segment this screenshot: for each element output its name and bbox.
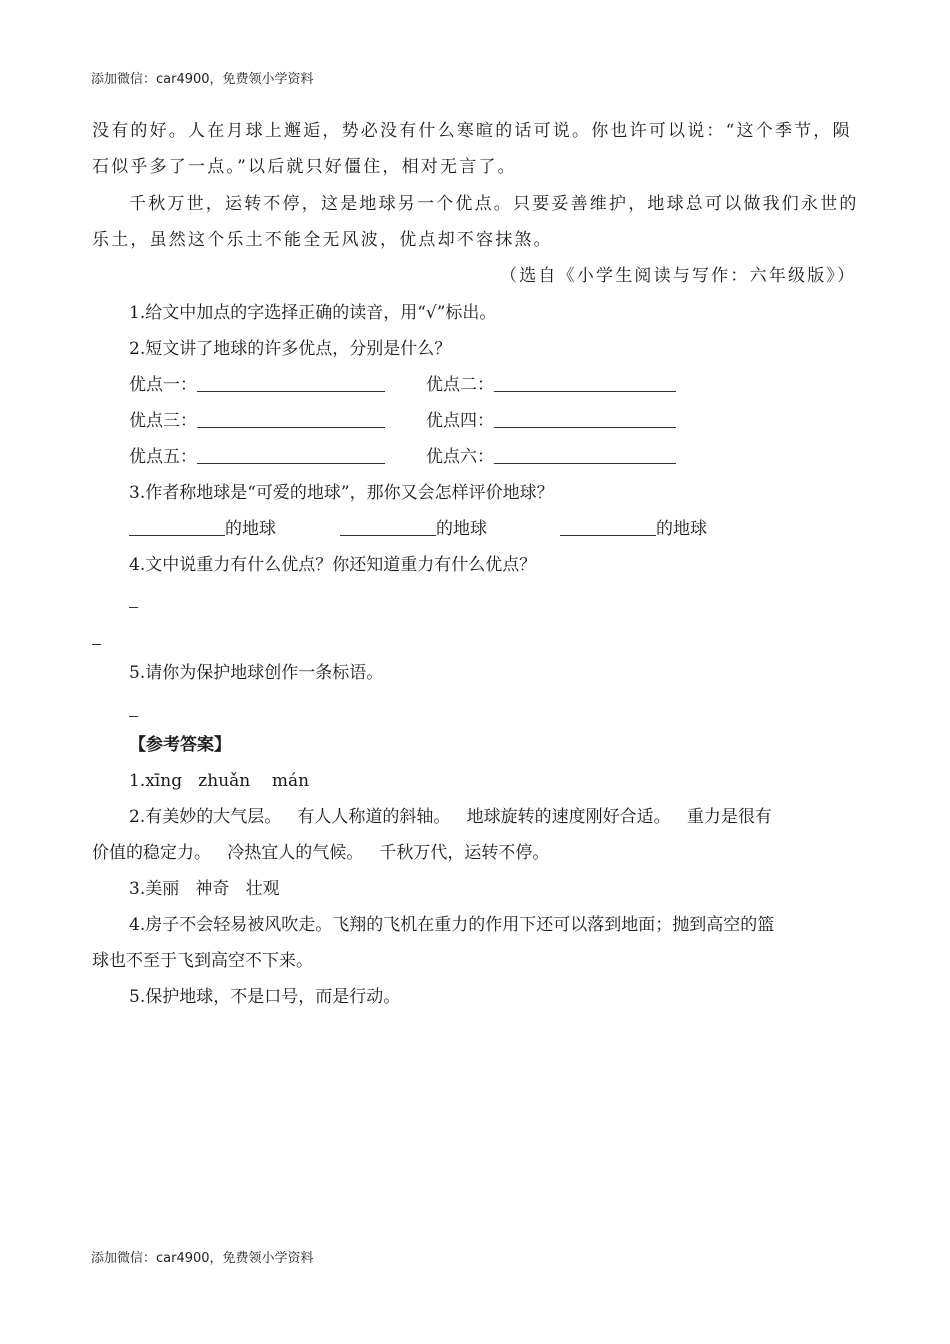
answer-blank[interactable] xyxy=(340,519,436,536)
answer-blank[interactable] xyxy=(197,447,385,464)
earth-suffix: 的地球 xyxy=(436,519,487,539)
passage-line: 千秋万世，运转不停，这是地球另一个优点。只要妥善维护，地球总可以做我们永世的 xyxy=(129,194,859,214)
merit-label: 优点六： xyxy=(426,447,494,467)
answer-1: 1.xīng zhuǎn mán xyxy=(129,771,310,791)
page-footer-watermark: 添加微信：car4900，免费领小学资料 xyxy=(91,1251,314,1266)
answer-blank[interactable] xyxy=(197,411,385,428)
earth-evaluation-item xyxy=(129,518,276,540)
answer-blank[interactable] xyxy=(129,519,225,536)
merit-label: 优点三： xyxy=(129,411,197,431)
passage-line: 乐土，虽然这个乐土不能全无风波，优点却不容抹煞。 xyxy=(92,230,553,250)
merit-label: 优点一： xyxy=(129,375,197,395)
answer-blank[interactable] xyxy=(197,375,385,392)
merit-item xyxy=(129,410,385,432)
answer-line[interactable] xyxy=(129,716,138,717)
answer-2-line: 2.有美妙的大气层。 有人人称道的斜轴。 地球旋转的速度刚好合适。 重力是很有 xyxy=(129,807,772,827)
answer-4-line: 4.房子不会轻易被风吹走。飞翔的飞机在重力的作用下还可以落到地面；抛到高空的篮 xyxy=(129,915,775,935)
earth-suffix: 的地球 xyxy=(656,519,707,539)
question-1: 1.给文中加点的字选择正确的读音，用“√”标出。 xyxy=(129,303,497,323)
earth-suffix: 的地球 xyxy=(225,519,276,539)
merit-label: 优点四： xyxy=(426,411,494,431)
merit-label: 优点二： xyxy=(426,375,494,395)
merit-item xyxy=(426,410,676,432)
merit-item xyxy=(129,374,385,396)
merit-item xyxy=(426,446,676,468)
answer-5: 5.保护地球，不是口号，而是行动。 xyxy=(129,987,401,1007)
merit-item xyxy=(129,446,385,468)
question-4: 4.文中说重力有什么优点？你还知道重力有什么优点？ xyxy=(129,555,537,575)
passage-line: 石似乎多了一点。”以后就只好僵住，相对无言了。 xyxy=(92,157,517,177)
merit-item xyxy=(426,374,676,396)
answer-blank[interactable] xyxy=(494,447,676,464)
answer-line[interactable] xyxy=(92,644,101,645)
answer-line[interactable] xyxy=(129,607,138,608)
answer-blank[interactable] xyxy=(494,375,676,392)
answer-3: 3.美丽 神奇 壮观 xyxy=(129,879,280,899)
question-3: 3.作者称地球是“可爱的地球”，那你又会怎样评价地球？ xyxy=(129,483,554,503)
merit-label: 优点五： xyxy=(129,447,197,467)
answer-4-line: 球也不至于飞到高空不下来。 xyxy=(92,951,313,971)
answers-heading: 【参考答案】 xyxy=(129,735,231,755)
answer-blank[interactable] xyxy=(494,411,676,428)
earth-evaluation-item xyxy=(560,518,707,540)
page-header-watermark: 添加微信：car4900，免费领小学资料 xyxy=(91,72,314,87)
answer-blank[interactable] xyxy=(560,519,656,536)
question-2: 2.短文讲了地球的许多优点，分别是什么？ xyxy=(129,339,452,359)
passage-line: 没有的好。人在月球上邂逅，势必没有什么寒暄的话可说。你也许可以说：“这个季节，陨 xyxy=(92,121,852,141)
answer-2-line: 价值的稳定力。 冷热宜人的气候。 千秋万代，运转不停。 xyxy=(92,843,550,863)
passage-source: （选自《小学生阅读与写作：六年级版》） xyxy=(500,266,857,286)
earth-evaluation-item xyxy=(340,518,487,540)
question-5: 5.请你为保护地球创作一条标语。 xyxy=(129,663,384,683)
